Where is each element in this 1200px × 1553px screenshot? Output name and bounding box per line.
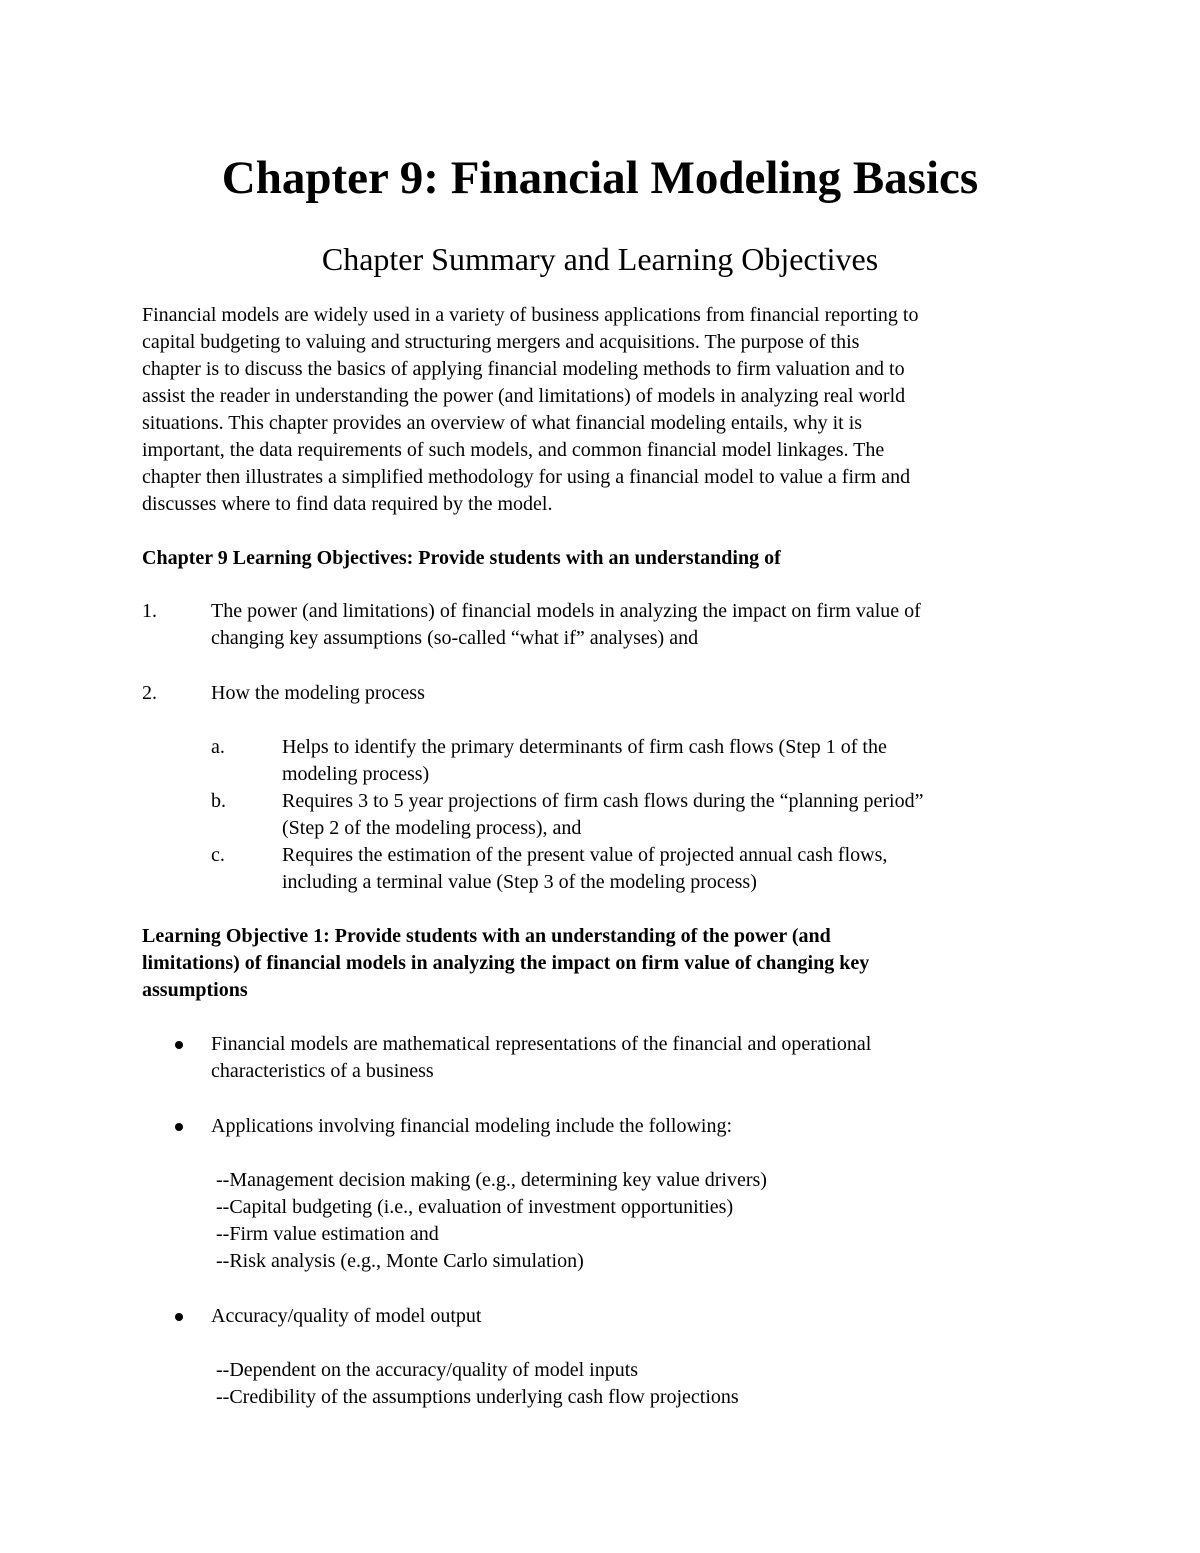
numbered-item-line: How the modeling process [211,682,425,704]
heading-line: assumptions [142,979,248,1001]
bullet-sub-list [216,1167,767,1275]
summary-paragraph [142,302,918,518]
bullet-icon [175,1313,183,1321]
sub-item-marker: b. [211,790,226,812]
summary-line: important, the data requirements of such models, and common financial model linkages. The [142,439,885,461]
bullet-item: Applications involving financial modeling include the following: [211,1115,733,1137]
page-subtitle: Chapter Summary and Learning Objectives [321,241,879,277]
sub-item-text [282,842,887,896]
bullet-sub-line: --Credibility of the assumptions underlying cash flow projections [216,1386,739,1408]
bullet-line: Financial models are mathematical representations of the financial and operational [211,1033,872,1055]
bullet-sub-line: --Risk analysis (e.g., Monte Carlo simulation) [216,1250,584,1272]
heading-line: Learning Objective 1: Provide students with an understanding of the power (and [142,925,831,947]
numbered-item-text [211,598,921,652]
bullet-item: Accuracy/quality of model output [211,1305,482,1327]
summary-line: chapter is to discuss the basics of applying financial modeling methods to firm valuation and to [142,358,905,380]
bullet-sub-line: --Capital budgeting (i.e., evaluation of investment opportunities) [216,1196,734,1218]
numbered-item-text [211,680,425,707]
summary-line: Financial models are widely used in a variety of business applications from financial reporting to [142,304,919,326]
sub-item-line: including a terminal value (Step 3 of the modeling process) [282,871,757,893]
sub-item-line: Requires 3 to 5 year projections of firm cash flows during the “planning period” [282,790,924,812]
heading-line: limitations) of financial models in analyzing the impact on firm value of changing key [142,952,870,974]
bullet-icon [175,1123,183,1131]
numbered-item-line: changing key assumptions (so-called “what if” analyses) and [211,627,699,649]
bullet-line: characteristics of a business [211,1060,434,1082]
numbered-item-line: The power (and limitations) of financial models in analyzing the impact on firm value of [211,600,921,622]
sub-item-line: Requires the estimation of the present value of projected annual cash flows, [282,844,888,866]
bullet-icon [175,1041,183,1049]
sub-item-line: Helps to identify the primary determinants of firm cash flows (Step 1 of the [282,736,887,758]
bullet-sub-line: --Firm value estimation and [216,1223,439,1245]
sub-item-marker: c. [211,844,225,866]
summary-line: situations. This chapter provides an overview of what financial modeling entails, why it is [142,412,863,434]
summary-line: assist the reader in understanding the power (and limitations) of models in analyzing real world [142,385,906,407]
bullet-item [211,1031,871,1085]
numbered-item-marker: 2. [142,682,157,704]
numbered-item-marker: 1. [142,600,157,622]
objectives-heading: Chapter 9 Learning Objectives: Provide students with an understanding of [142,547,781,569]
sub-item-marker: a. [211,736,225,758]
sub-item-text [282,734,887,788]
sub-item-line: modeling process) [282,763,430,785]
summary-line: chapter then illustrates a simplified methodology for using a financial model to value a firm and [142,466,911,488]
bullet-sub-line: --Dependent on the accuracy/quality of model inputs [216,1359,639,1381]
summary-line: discusses where to find data required by the model. [142,493,553,515]
summary-line: capital budgeting to valuing and structuring mergers and acquisitions. The purpose of this [142,331,860,353]
page-title: Chapter 9: Financial Modeling Basics [221,152,979,204]
bullet-sub-line: --Management decision making (e.g., determining key value drivers) [216,1169,767,1191]
bullet-sub-list [216,1357,739,1411]
sub-item-text [282,788,924,842]
sub-item-line: (Step 2 of the modeling process), and [282,817,582,839]
learning-objective-1-heading [142,923,869,1004]
